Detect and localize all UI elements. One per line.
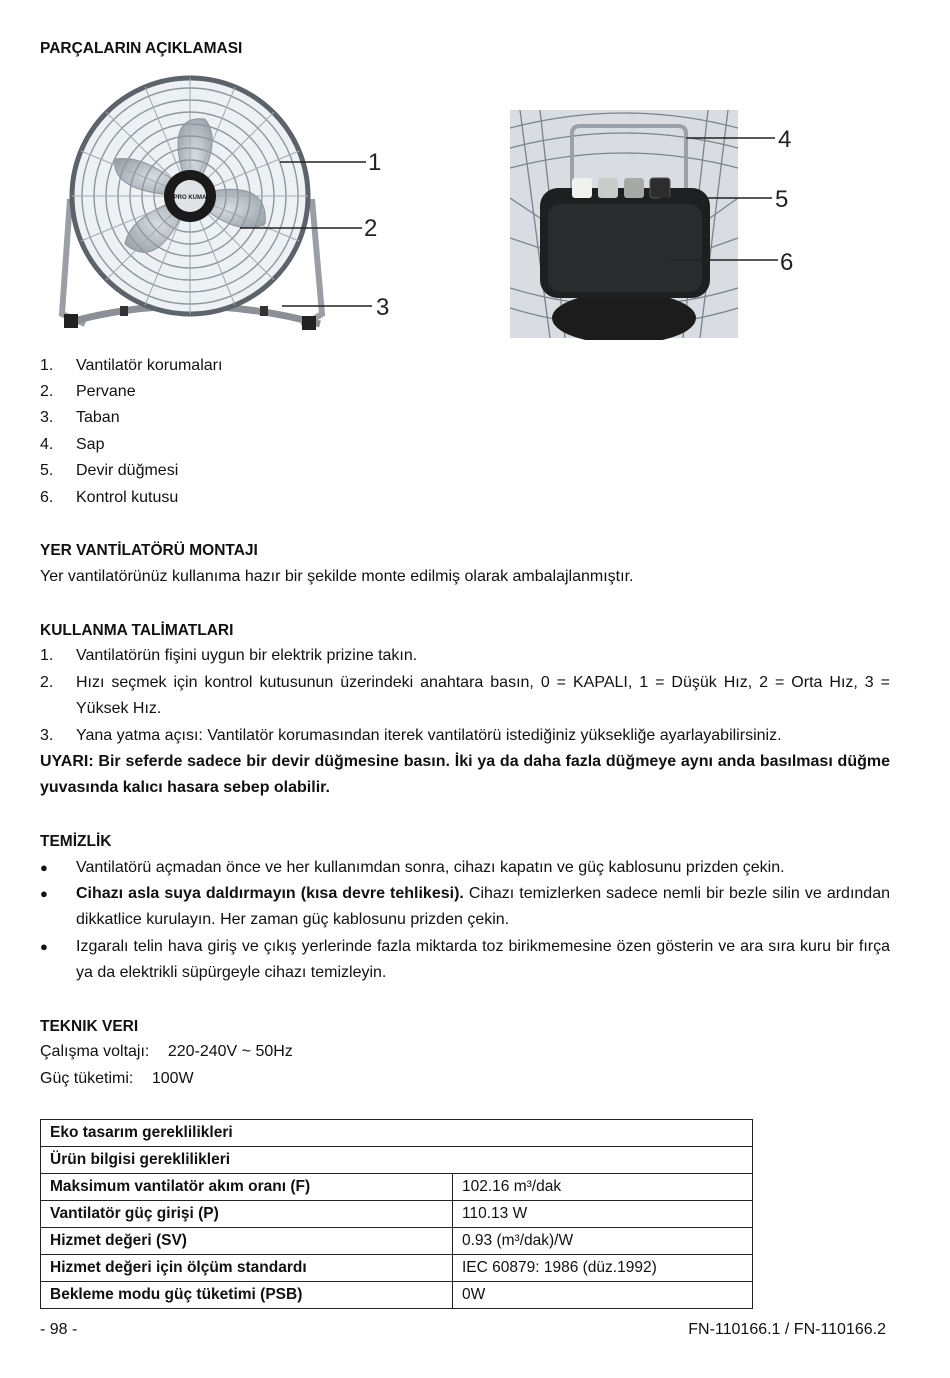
warning-text: UYARI: Bir seferde sadece bir devir düğmesine basın. İki ya da daha fazla düğmeye aynı anda basılması düğme yuvasında kalıcı hasara sebep olabilir. <box>40 753 890 796</box>
table-row <box>41 1147 753 1174</box>
callout-1: 1 <box>368 149 382 176</box>
power-value: 100W <box>151 1070 194 1087</box>
voltage-label: Çalışma voltajı: <box>40 1043 150 1060</box>
callout-6: 6 <box>780 249 794 276</box>
table-row: Maksimum vantilatör akım oranı (F) 102.16 m³/dak <box>41 1174 753 1201</box>
bullet-icon: ● <box>40 939 48 954</box>
section-title-assembly: YER VANTİLATÖRÜ MONTAJI <box>40 542 258 559</box>
callout-4: 4 <box>778 126 792 153</box>
section-title-parts: PARÇALARIN AÇIKLAMASI <box>40 40 243 57</box>
fan-front-illustration <box>40 74 400 346</box>
fan-logo: PRO KUMA <box>173 195 207 201</box>
table-row: Hizmet değeri için ölçüm standardı IEC 60879: 1986 (düz.1992) <box>41 1255 753 1282</box>
callout-3: 3 <box>376 294 390 321</box>
section-title-cleaning: TEMİZLİK <box>40 833 112 850</box>
usage-step: 2. Hızı seçmek için kontrol kutusunun üzerindeki anahtara basın, 0 = KAPALI, 1 = Düşük Hız, 2 = Orta Hız, 3 = Yüksek Hız. <box>40 674 890 717</box>
table-row: Bekleme modu güç tüketimi (PSB) 0W <box>41 1282 753 1309</box>
section-title-usage: KULLANMA TALİMATLARI <box>40 622 234 639</box>
table-header: Ürün bilgisi gereklilikleri <box>41 1147 753 1174</box>
power-label: Güç tüketimi: <box>40 1070 134 1087</box>
model-number: FN-110166.1 / FN-110166.2 <box>688 1321 886 1338</box>
power-row <box>40 1066 194 1092</box>
assembly-text: Yer vantilatörünüz kullanıma hazır bir şekilde monte edilmiş olarak ambalajlanmıştır. <box>40 568 634 585</box>
voltage-row <box>40 1039 293 1065</box>
voltage-value: 220-240V ~ 50Hz <box>167 1043 293 1060</box>
ecodesign-table <box>40 1119 753 1309</box>
section-title-tech: TEKNIK VERI <box>40 1018 139 1035</box>
bullet-icon: ● <box>40 886 48 901</box>
callout-2: 2 <box>364 215 378 242</box>
table-row: Vantilatör güç girişi (P) 110.13 W <box>41 1201 753 1228</box>
control-box-illustration <box>510 108 810 340</box>
bullet-icon: ● <box>40 860 48 875</box>
callout-5: 5 <box>775 186 789 213</box>
table-row <box>41 1120 753 1147</box>
table-row: Hizmet değeri (SV) 0.93 (m³/dak)/W <box>41 1228 753 1255</box>
page-number: - 98 - <box>40 1321 78 1338</box>
table-header: Eko tasarım gereklilikleri <box>41 1120 753 1147</box>
